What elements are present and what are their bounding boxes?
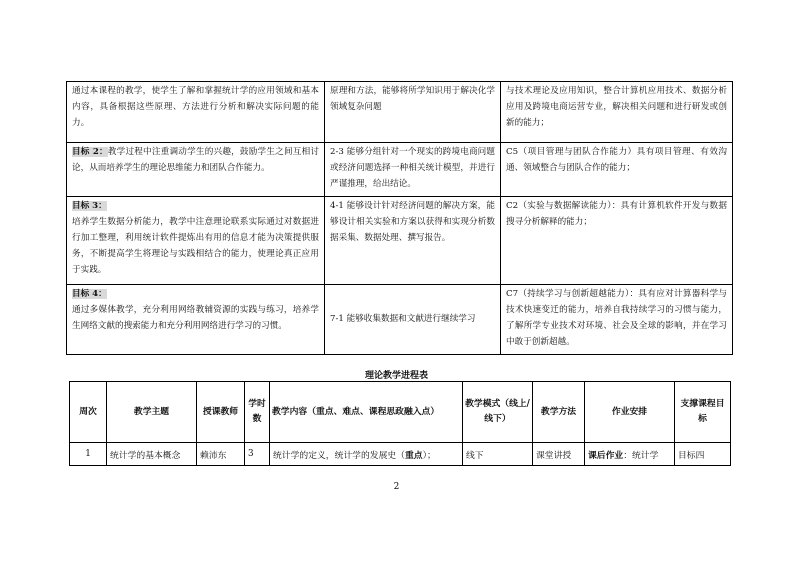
objective-3-description bbox=[67, 197, 325, 285]
objective-2-text: 教学过程中注重调动学生的兴趣，鼓励学生之间互相讨论，从而培养学生的理论思维能力和团队合作能力。 bbox=[72, 147, 319, 173]
objective-2-description bbox=[67, 143, 325, 197]
objective-2-label: 目标 2： bbox=[72, 147, 108, 157]
objective-1-description: 通过本课程的教学，使学生了解和掌握统计学的应用领域和基本内容，具备根据这些原理、方法进行分析和解决实际问题的能力。 bbox=[67, 82, 325, 143]
schedule-title: 理论教学进程表 bbox=[364, 371, 428, 381]
header-method: 教学方法 bbox=[533, 382, 585, 443]
content-key-point: 重点 bbox=[404, 450, 423, 461]
cell-method: 课堂讲授 bbox=[533, 443, 585, 466]
cell-hours: 3 bbox=[245, 443, 270, 466]
header-topic: 教学主题 bbox=[107, 382, 197, 443]
cell-topic: 统计学的基本概念 bbox=[107, 443, 197, 466]
objective-row-1 bbox=[67, 82, 733, 143]
cell-teacher: 赖沛东 bbox=[197, 443, 245, 466]
homework-text: ：统计学 bbox=[623, 450, 659, 461]
header-goal: 支撑课程目标 bbox=[675, 382, 731, 443]
homework-label: 课后作业 bbox=[588, 450, 624, 461]
objectives-table bbox=[66, 81, 733, 355]
table-row bbox=[70, 443, 731, 466]
objective-2-indicator: 2-3 能够分组针对一个现实的跨境电商问题或经济问题选择一种相关统计模型，并进行严谨推理，给出结论。 bbox=[325, 143, 501, 197]
objective-3-label: 目标 3： bbox=[72, 201, 107, 211]
header-hours: 学时数 bbox=[245, 382, 270, 443]
header-content: 教学内容（重点、难点、课程思政融入点） bbox=[270, 382, 463, 443]
objective-4-text: 通过多媒体教学，充分利用网络教辅资源的实践与练习，培养学生网络文献的搜索能力和充分利用网络进行学习的习惯。 bbox=[72, 305, 319, 331]
header-mode: 教学模式（线上/线下） bbox=[463, 382, 533, 443]
objective-4-label: 目标 4： bbox=[72, 289, 107, 299]
cell-content bbox=[270, 443, 463, 466]
objective-row-2 bbox=[67, 143, 733, 197]
schedule-table bbox=[69, 381, 731, 466]
cell-week: 1 bbox=[70, 443, 107, 466]
objective-row-4 bbox=[67, 285, 733, 355]
objective-1-indicator: 原理和方法，能够将所学知识用于解决化学领域复杂问题 bbox=[325, 82, 501, 143]
objective-1-capability: 与技术理论及应用知识，整合计算机应用技术、数据分析应用及跨境电商运营专业，解决相关问题和进行研发或创新的能力； bbox=[501, 82, 733, 143]
cell-mode: 线下 bbox=[463, 443, 533, 466]
objective-4-capability: C7（持续学习与创新超越能力）：具有应对计算器科学与技术快速变迁的能力，培养自我持续学习的习惯与能力，了解所学专业技术对环境、社会及全球的影响，并在学习中敢于创新超越。 bbox=[501, 285, 733, 355]
header-homework: 作业安排 bbox=[585, 382, 675, 443]
objective-3-capability: C2（实验与数据解读能力）：具有计算机软件开发与数据搜寻分析解释的能力； bbox=[501, 197, 733, 285]
page-number: 2 bbox=[393, 482, 400, 492]
cell-homework bbox=[585, 443, 675, 466]
content-end-text: ）； bbox=[422, 450, 436, 461]
objective-4-indicator: 7-1 能够收集数据和文献进行继续学习 bbox=[325, 285, 501, 355]
header-teacher: 授课教师 bbox=[197, 382, 245, 443]
objective-3-text: 培养学生数据分析能力，教学中注意理论联系实际通过对数据进行加工整理，利用统计软件提炼出有用的信息才能为决策提供服务，不断提高学生将理论与实践相结合的能力，使理论真正应用于实践。 bbox=[72, 217, 319, 275]
cell-goal: 目标四 bbox=[675, 443, 731, 466]
content-main-text: 统计学的定义，统计学的发展史（ bbox=[273, 450, 405, 461]
objective-3-indicator: 4-1 能够设计针对经济问题的解决方案，能够设计相关实验和方案以获得和实现分析数据采集、数据处理、撰写报告。 bbox=[325, 197, 501, 285]
objective-2-capability: C5（项目管理与团队合作能力）具有项目管理、有效沟通、领域整合与团队合作的能力； bbox=[501, 143, 733, 197]
schedule-header-row bbox=[70, 382, 731, 443]
objective-row-3 bbox=[67, 197, 733, 285]
objective-4-description bbox=[67, 285, 325, 355]
header-week: 周次 bbox=[70, 382, 107, 443]
